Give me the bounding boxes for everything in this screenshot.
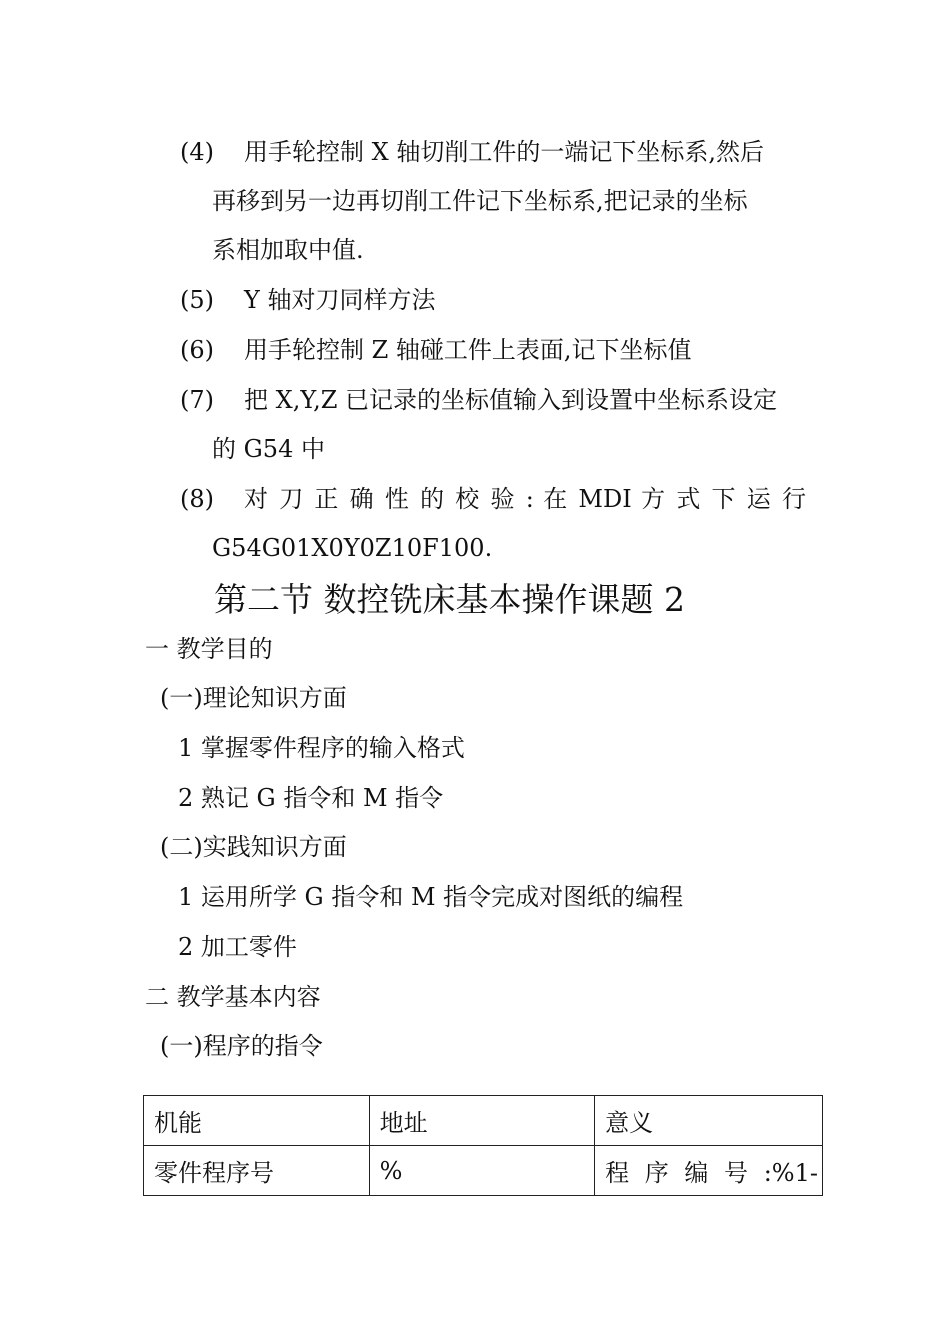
outline-subheading: (一)理论知识方面 [160, 684, 347, 712]
step-number: (4) [180, 138, 214, 166]
table-cell: 程 序 编 号 :%1- [595, 1146, 823, 1196]
table-cell: 零件程序号 [144, 1146, 370, 1196]
step-text-line: Y 轴对刀同样方法 [244, 286, 436, 314]
step-text-line: 用手轮控制 Z 轴碰工件上表面,记下坐标值 [244, 336, 692, 364]
outline-heading: 二 教学基本内容 [145, 983, 321, 1011]
step-number: (7) [180, 386, 214, 414]
instruction-table [143, 1095, 823, 1196]
section-title: 第二节 数控铣床基本操作课题 2 [214, 580, 685, 619]
step-number: (5) [180, 286, 214, 314]
step-text-line: G54G01X0Y0Z10F100. [212, 534, 493, 562]
step-text-line: 把 X,Y,Z 已记录的坐标值输入到设置中坐标系设定 [244, 386, 778, 414]
outline-item: 1 运用所学 G 指令和 M 指令完成对图纸的编程 [178, 883, 684, 911]
table-header-row [144, 1096, 823, 1146]
table-header-cell: 机能 [144, 1096, 370, 1146]
step-number: (8) [180, 485, 214, 513]
outline-item: 1 掌握零件程序的输入格式 [178, 734, 465, 762]
step-text-line: 用手轮控制 X 轴切削工件的一端记下坐标系,然后 [244, 138, 764, 166]
outline-heading: 一 教学目的 [145, 635, 273, 663]
step-text-line: 再移到另一边再切削工件记下坐标系,把记录的坐标 [212, 187, 748, 215]
outline-subheading: (二)实践知识方面 [160, 833, 347, 861]
outline-item: 2 加工零件 [178, 933, 297, 961]
table-cell: % [369, 1146, 594, 1196]
table-header-cell: 地址 [369, 1096, 594, 1146]
table-header-cell: 意义 [595, 1096, 823, 1146]
step-text-line: 的 G54 中 [212, 435, 325, 463]
table-row [144, 1146, 823, 1196]
outline-subheading: (一)程序的指令 [160, 1032, 323, 1060]
step-text-line: 对 刀 正 确 性 的 校 验 : 在 MDI 方 式 下 运 行 [244, 485, 806, 513]
step-number: (6) [180, 336, 214, 364]
step-text-line: 系相加取中值. [212, 236, 364, 264]
outline-item: 2 熟记 G 指令和 M 指令 [178, 784, 444, 812]
